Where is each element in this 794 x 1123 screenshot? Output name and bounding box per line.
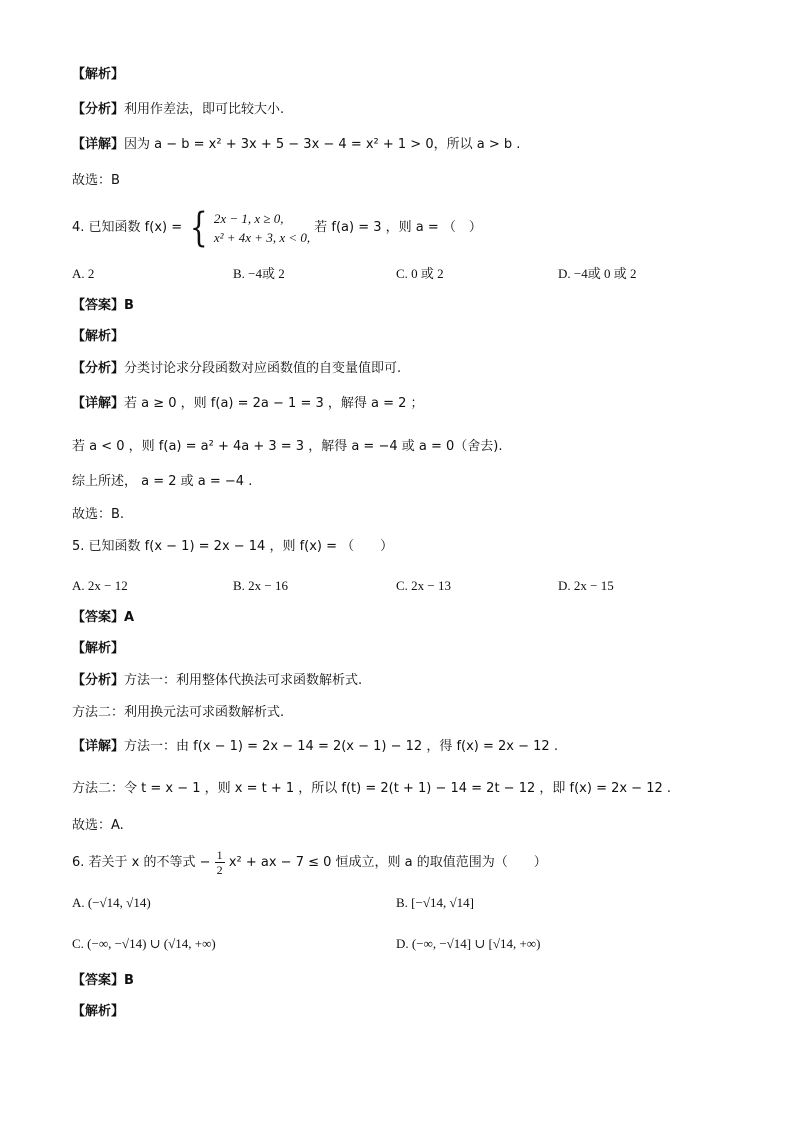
analysis-header-5: 【解析】 (72, 641, 125, 656)
detail-line-4: 【详解】若 a ≥ 0 ，则 f(a) = 2a − 1 = 3 ，解得 a = 2 ； (72, 396, 424, 411)
question-4: 4. 已知函数 f(x) = { 2x − 1, x ≥ 0, x² + 4x + 3, x < 0, 若 f(a) = 3 ，则 a = （ ） (72, 204, 482, 251)
detail-line-4c: 综上所述， a = 2 或 a = −4 . (72, 474, 253, 489)
answer-5: 【答案】A (72, 610, 135, 625)
q5-option-d: D. 2x − 15 (558, 578, 614, 593)
selection-line-4: 故选：B. (72, 507, 125, 522)
q6-option-a: A. (−√14, √14) (72, 895, 151, 910)
piecewise-cases: 2x − 1, x ≥ 0, x² + 4x + 3, x < 0, (213, 210, 311, 245)
q4-option-c: C. 0 或 2 (396, 266, 444, 281)
detail-line-5: 【详解】方法一：由 f(x − 1) = 2x − 14 = 2(x − 1) − 12 ，得 f(x) = 2x − 12 . (72, 739, 558, 754)
analysis-header: 【解析】 (72, 67, 125, 82)
analysis-line-5b: 方法二：利用换元法可求函数解析式. (72, 705, 285, 720)
q6-option-d: D. (−∞, −√14] ∪ [√14, +∞) (396, 936, 541, 951)
answer-4: 【答案】B (72, 298, 134, 313)
q6-option-b: B. [−√14, √14] (396, 895, 474, 910)
analysis-header-6: 【解析】 (72, 1004, 125, 1019)
q4-option-b: B. −4或 2 (233, 266, 285, 281)
q6-option-c: C. (−∞, −√14) ∪ (√14, +∞) (72, 936, 216, 951)
selection-line-5: 故选：A. (72, 818, 124, 833)
answer-6: 【答案】B (72, 973, 134, 988)
analysis-line-4: 【分析】分类讨论求分段函数对应函数值的自变量值即可. (72, 361, 402, 376)
question-5: 5. 已知函数 f(x − 1) = 2x − 14 ，则 f(x) = （ ） (72, 539, 394, 554)
q4-option-a: A. 2 (72, 266, 95, 281)
q5-option-c: C. 2x − 13 (396, 578, 452, 593)
question-6: 6. 若关于 x 的不等式 − $\frac{1}{2}$ x² + ax − 7 ≤ 0 恒成立，则 a 的取值范围为（ ） (72, 848, 547, 877)
q5-option-b: B. 2x − 16 (233, 578, 289, 593)
detail-line: 【详解】因为 a − b = x² + 3x + 5 − 3x − 4 = x² + 1 > 0，所以 a > b . (72, 137, 521, 152)
brace-symbol: { (190, 204, 208, 251)
analysis-line-5: 【分析】方法一：利用整体代换法可求函数解析式. (72, 673, 363, 688)
analysis-line: 【分析】利用作差法，即可比较大小. (72, 102, 285, 117)
q4-option-d: D. −4或 0 或 2 (558, 266, 637, 281)
detail-line-4b: 若 a < 0 ，则 f(a) = a² + 4a + 3 = 3 ，解得 a = −4 或 a = 0（舍去). (72, 439, 503, 454)
selection-line: 故选：B (72, 173, 120, 188)
fraction-one-half: $\frac{1}{2}$ (216, 848, 223, 877)
analysis-header-4: 【解析】 (72, 329, 125, 344)
q5-option-a: A. 2x − 12 (72, 578, 128, 593)
detail-line-5b: 方法二：令 t = x − 1 ，则 x = t + 1 ，所以 f(t) = 2(t + 1) − 14 = 2t − 12 ，即 f(x) = 2x − 12 . (72, 781, 672, 796)
